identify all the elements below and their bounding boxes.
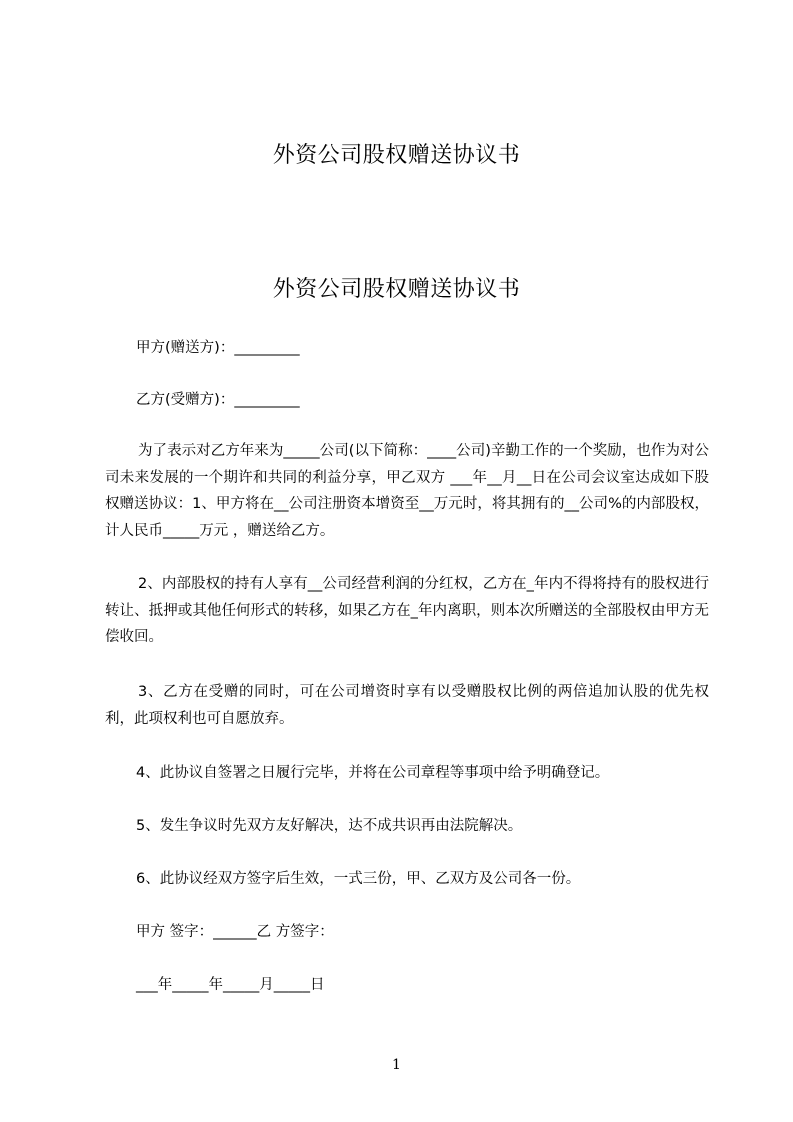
page-title: 外资公司股权赠送协议书	[272, 143, 521, 168]
clause-2-paragraph: 2、内部股权的持有人享有__公司经营利润的分红权，乙方在_年内不得将持有的股权进行转让、抵押或其他任何形式的转移，如果乙方在_年内离职，则本次所赠送的全部股权由甲方无偿收回。	[105, 576, 709, 645]
page-number: 1	[392, 1057, 401, 1073]
date-line: ___年_____年_____月_____日	[136, 977, 325, 993]
clause-intro-paragraph: 为了表示对乙方年来为_____公司(以下简称：____公司)辛勤工作的一个奖励，也作为对公司未来发展的一个期许和共同的利益分享，甲乙双方 ___年__月__日在公司会议室达成如下股权赠送协议：1、甲方将在__公司注册资本增资至__万元时，将其拥有的__公司%的内部股权，计人民币_____万元 ，赠送给乙方。	[105, 443, 709, 539]
clause-5-line: 5、发生争议时先双方友好解决，达不成共识再由法院解决。	[136, 818, 523, 834]
clause-3-paragraph: 3、乙方在受赠的同时，可在公司增资时享有以受赠股权比例的两倍追加认股的优先权利，此项权利也可自愿放弃。	[105, 684, 709, 727]
signature-line: 甲方 签字：______乙 方签字：	[136, 924, 334, 940]
clause-4-line: 4、此协议自签署之日履行完毕，并将在公司章程等事项中给予明确登记。	[136, 765, 610, 781]
party-b-line: 乙方(受赠方)：_________	[136, 392, 300, 408]
document-heading: 外资公司股权赠送协议书	[272, 277, 521, 302]
party-a-line: 甲方(赠送方)：_________	[136, 340, 300, 356]
clause-6-line: 6、此协议经双方签字后生效，一式三份，甲、乙双方及公司各一份。	[136, 871, 581, 887]
